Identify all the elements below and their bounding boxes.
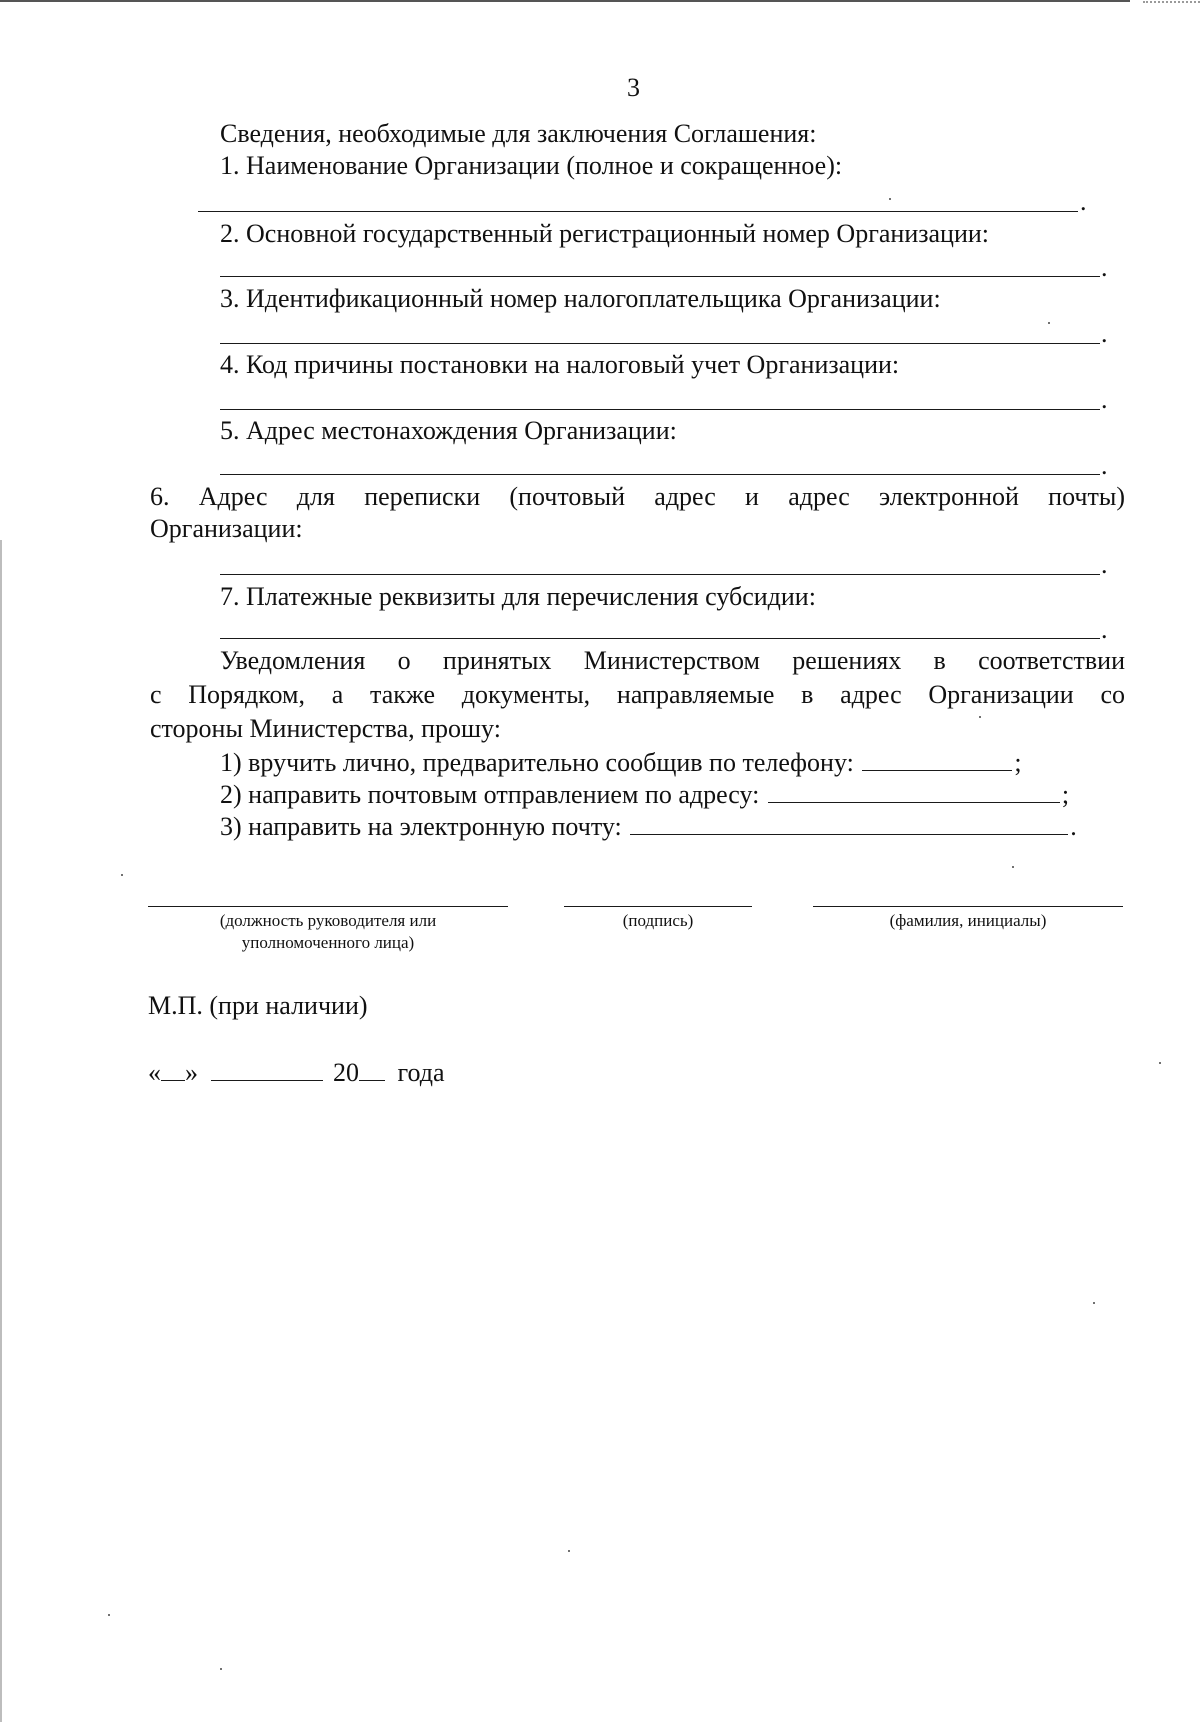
date-suffix: года [397,1058,445,1087]
option-2 [220,779,1069,811]
item-7-period: . [1101,615,1108,644]
item-5-period: . [1101,451,1108,480]
item-2-blank[interactable] [220,276,1100,277]
notice-line-1: Уведомления о принятых Министерством решениях в соответствии [220,646,1125,675]
scan-speck [1012,866,1014,868]
item-7-blank[interactable] [220,638,1100,639]
date-year-prefix: 20 [333,1058,359,1087]
position-caption [148,910,508,954]
date-line [148,1057,445,1089]
date-month-blank[interactable] [211,1058,323,1081]
scan-speck [1159,1062,1161,1064]
date-year-blank[interactable] [359,1058,385,1081]
item-5-blank[interactable] [220,474,1100,475]
option-3 [220,811,1077,843]
date-close-quote: » [185,1058,198,1087]
scan-speck [121,874,123,876]
item-4-blank[interactable] [220,409,1100,410]
date-open-quote: « [148,1058,161,1087]
page-number: 3 [627,73,640,102]
scan-speck [1048,322,1050,324]
option-2-end: ; [1061,780,1070,809]
item-1-period: . [1080,187,1087,216]
scan-speck [220,1668,222,1670]
option-1 [220,747,1022,779]
date-day-blank[interactable] [161,1058,185,1081]
scan-speck [108,1614,110,1616]
position-signature-line[interactable] [148,906,508,907]
item-2-period: . [1101,253,1108,282]
item-6-blank[interactable] [220,574,1100,575]
notice-line-3: стороны Министерства, прошу: [150,714,501,743]
item-4-period: . [1101,385,1108,414]
item-6-label-line1: 6. Адрес для переписки (почтовый адрес и адрес электронной почты) [150,482,1125,511]
option-2-text: 2) направить почтовым отправлением по адресу: [220,780,760,809]
intro-text: Сведения, необходимые для заключения Соглашения: [220,119,817,148]
scan-top-edge [0,0,1130,2]
position-caption-line-1: (должность руководителя или [219,911,437,930]
item-7-label: 7. Платежные реквизиты для перечисления субсидии: [220,582,816,611]
scan-speck [889,198,891,200]
scan-speck [979,716,981,718]
scan-speck [1093,1302,1095,1304]
name-caption: (фамилия, инициалы) [889,911,1047,930]
option-3-text: 3) направить на электронную почту: [220,812,622,841]
name-signature-line[interactable] [813,906,1123,907]
item-1-blank[interactable] [198,211,1078,212]
position-caption-line-2: уполномоченного лица) [241,933,415,952]
item-3-label: 3. Идентификационный номер налогоплательщика Организации: [220,284,941,313]
item-3-period: . [1101,319,1108,348]
scan-speck [568,1550,570,1552]
option-2-address-blank[interactable] [768,780,1060,803]
item-6-label-line2: Организации: [150,514,303,543]
item-3-blank[interactable] [220,343,1100,344]
notice-line-2: с Порядком, а также документы, направляемые в адрес Организации со [150,680,1125,709]
item-5-label: 5. Адрес местонахождения Организации: [220,416,677,445]
item-1-label: 1. Наименование Организации (полное и сокращенное): [220,151,843,180]
signature-line[interactable] [564,906,752,907]
item-2-label: 2. Основной государственный регистрационный номер Организации: [220,219,990,248]
item-6-period: . [1101,550,1108,579]
option-1-text: 1) вручить лично, предварительно сообщив по телефону: [220,748,854,777]
scan-left-edge [0,540,2,1722]
scan-top-edge-dotted [1143,1,1200,3]
item-4-label: 4. Код причины постановки на налоговый учет Организации: [220,350,900,379]
stamp-note: М.П. (при наличии) [148,991,368,1020]
signature-caption: (подпись) [622,911,694,930]
option-1-phone-blank[interactable] [862,748,1012,771]
option-3-email-blank[interactable] [630,812,1068,835]
option-3-end: . [1070,812,1077,841]
option-1-end: ; [1014,748,1022,777]
